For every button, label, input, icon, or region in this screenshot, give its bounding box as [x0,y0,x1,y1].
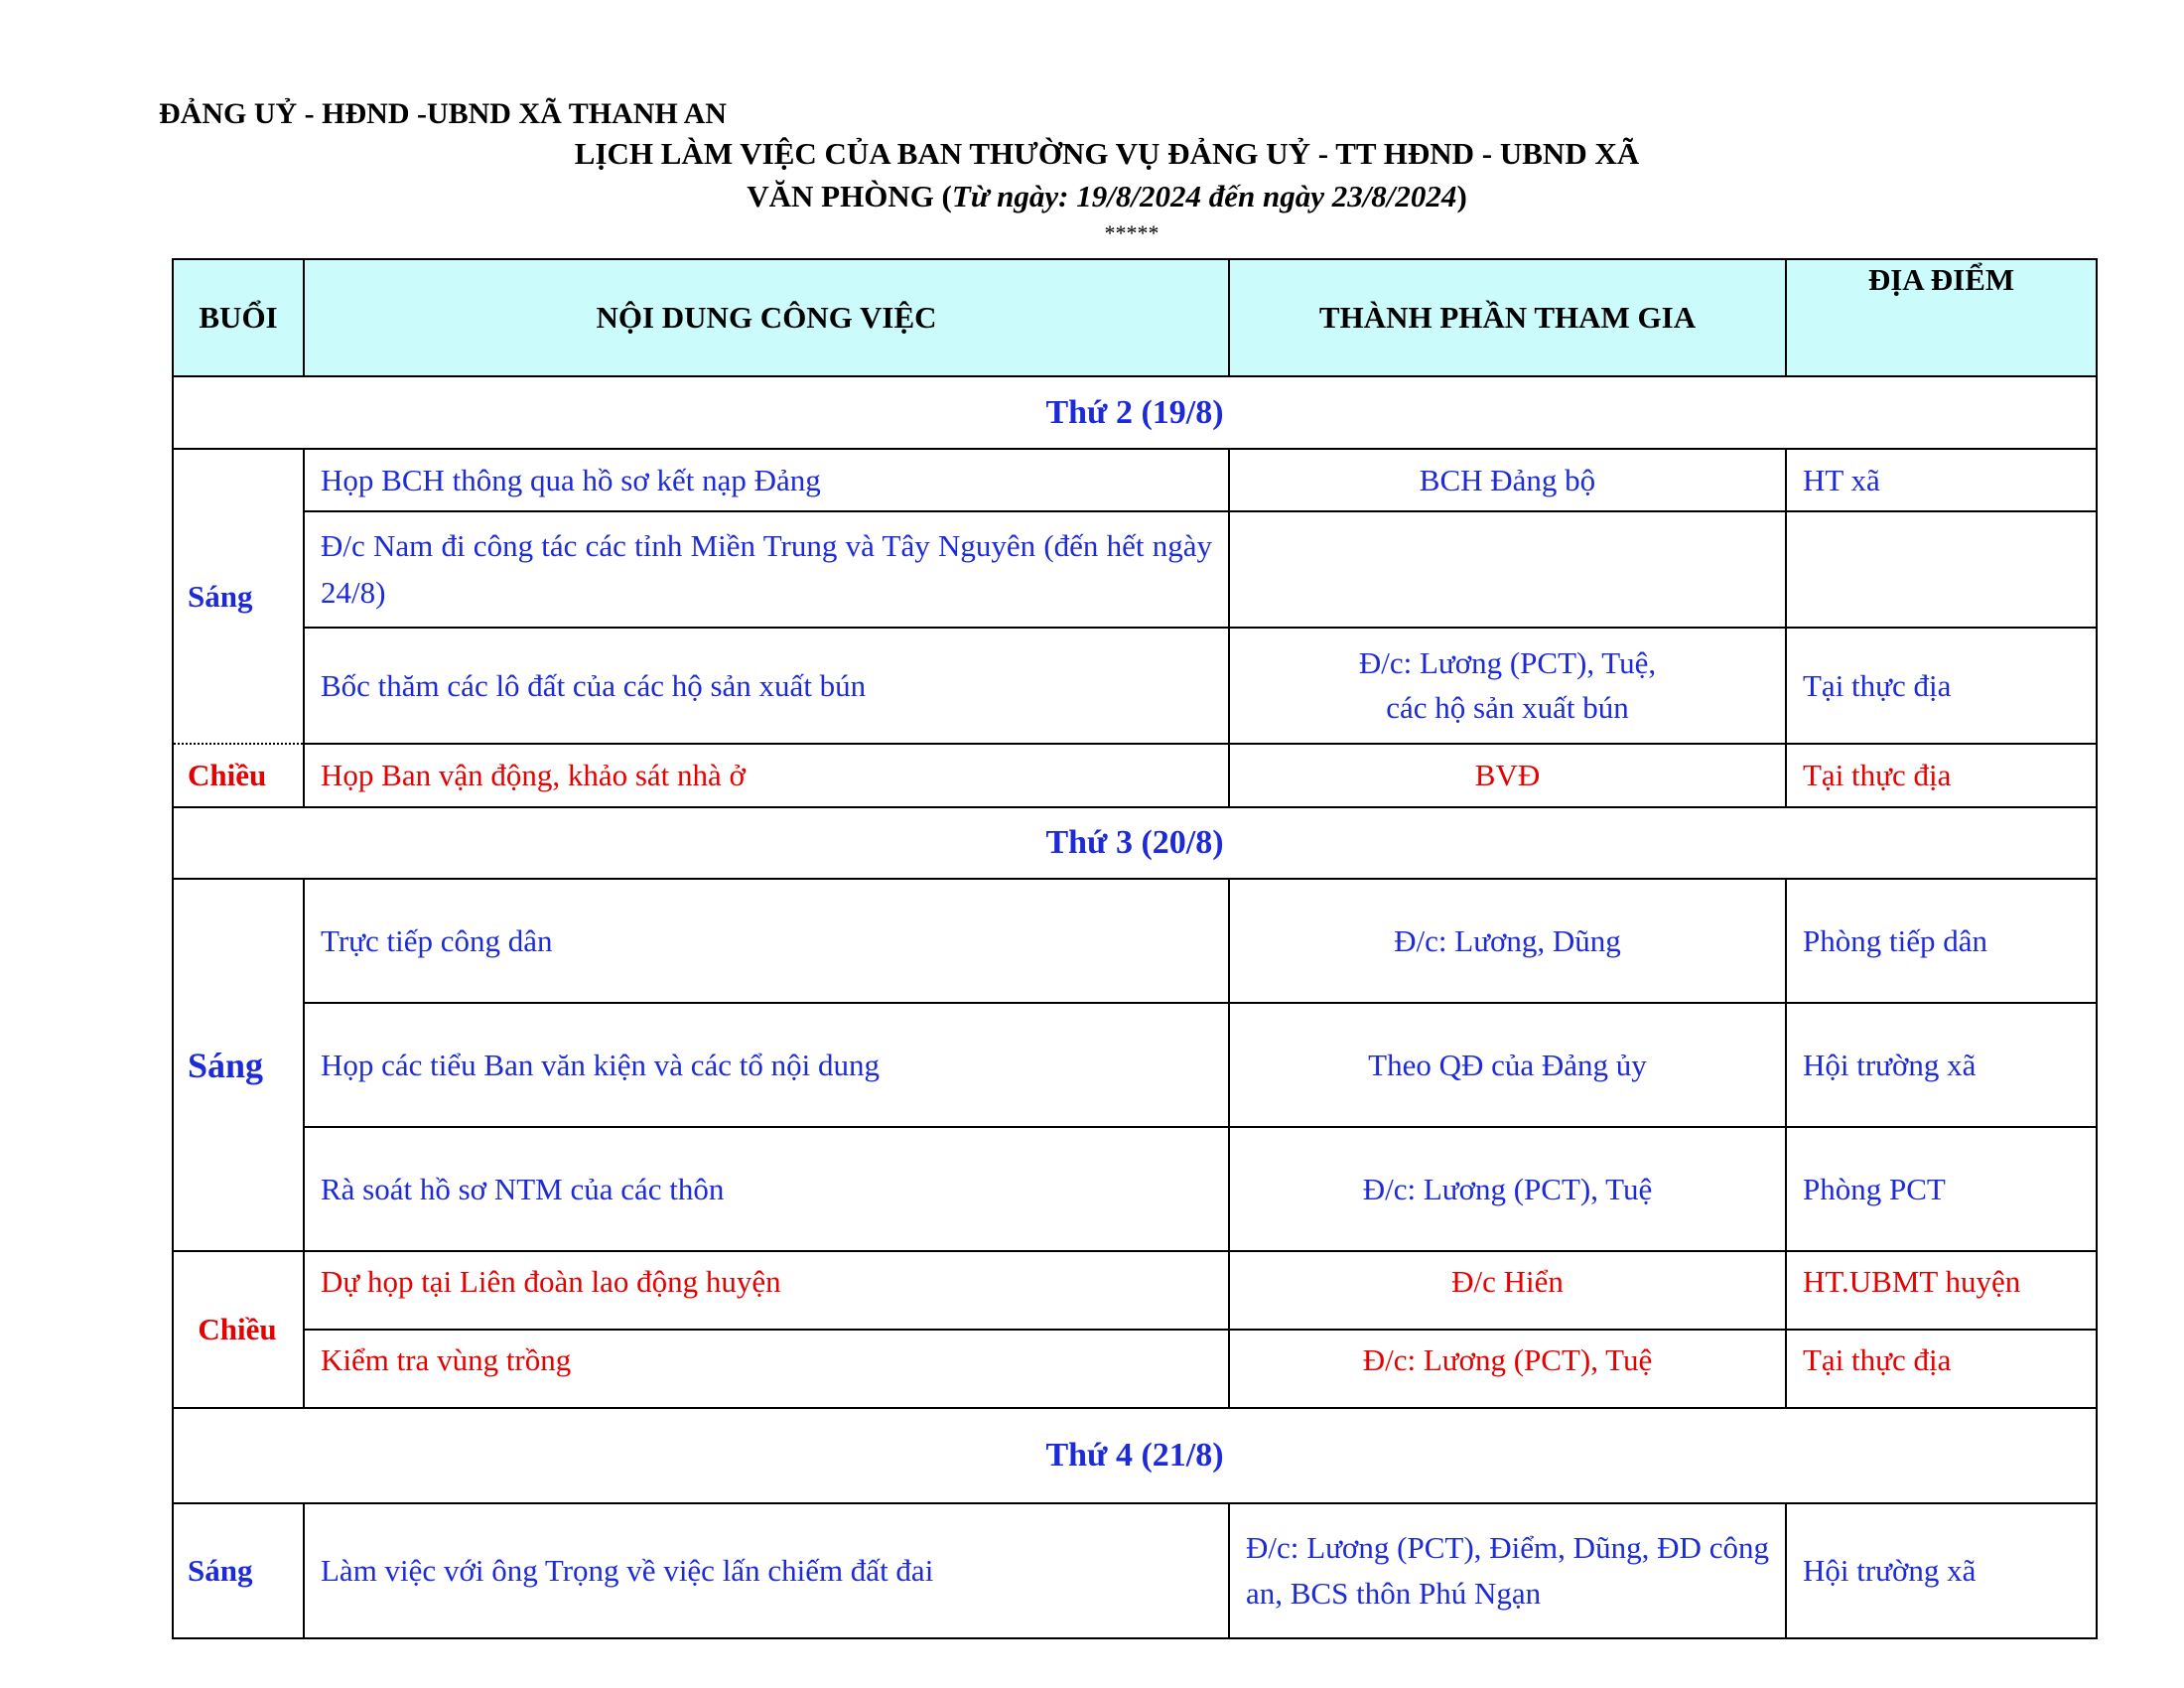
participants-cell: Đ/c: Lương (PCT), Điểm, Dũng, ĐD công an, BCS thôn Phú Ngạn [1229,1503,1786,1638]
day-label: Thứ 2 (19/8) [173,376,2097,449]
location-cell: Hội trường xã [1786,1003,2097,1127]
day-row [173,1408,2097,1503]
subtitle-suffix: ) [1456,179,1467,213]
content-cell: Làm việc với ông Trọng về việc lấn chiếm đất đai [304,1503,1229,1638]
participants-cell [1229,511,1786,628]
table-row [173,744,2097,807]
separator-stars: ***** [1104,220,1160,245]
day-label: Thứ 4 (21/8) [173,1408,2097,1503]
day-row [173,376,2097,449]
location-cell: HT xã [1786,449,2097,511]
table-row [173,1127,2097,1251]
session-cell: Sáng [173,1503,304,1638]
location-cell [1786,511,2097,628]
participants-cell: Đ/c: Lương (PCT), Tuệ [1229,1127,1786,1251]
participants-cell: Theo QĐ của Đảng ủy [1229,1003,1786,1127]
content-cell: Kiểm tra vùng trồng [304,1330,1229,1408]
session-cell: Chiều [173,1251,304,1408]
content-cell: Họp BCH thông qua hồ sơ kết nạp Đảng [304,449,1229,511]
table-row [173,1330,2097,1408]
location-cell: Tại thực địa [1786,628,2097,744]
location-cell: Tại thực địa [1786,1330,2097,1408]
location-cell: Phòng PCT [1786,1127,2097,1251]
col-content-header: NỘI DUNG CÔNG VIỆC [304,259,1229,376]
col-session-header: BUỔI [173,259,304,376]
schedule-title: LỊCH LÀM VIỆC CỦA BAN THƯỜNG VỤ ĐẢNG UỶ - TT HĐND - UBND XÃ [574,136,1640,171]
content-cell: Họp Ban vận động, khảo sát nhà ở [304,744,1229,807]
subtitle-prefix: VĂN PHÒNG ( [747,179,952,213]
participants-cell: Đ/c: Lương, Dũng [1229,879,1786,1003]
content-cell: Dự họp tại Liên đoàn lao động huyện [304,1251,1229,1330]
col-participants-header: THÀNH PHẦN THAM GIA [1229,259,1786,376]
participants-cell: Đ/c: Lương (PCT), Tuệ [1229,1330,1786,1408]
schedule-table [172,258,2098,1639]
col-location-header: ĐỊA ĐIỂM [1786,259,2097,376]
table-row [173,1003,2097,1127]
content-cell: Rà soát hồ sơ NTM của các thôn [304,1127,1229,1251]
schedule-subtitle [0,179,2184,214]
participants-cell: Đ/c Hiển [1229,1251,1786,1330]
participants-cell: BVĐ [1229,744,1786,807]
content-cell: Bốc thăm các lô đất của các hộ sản xuất bún [304,628,1229,744]
day-label: Thứ 3 (20/8) [173,807,2097,879]
day-row [173,807,2097,879]
date-range: Từ ngày: 19/8/2024 đến ngày 23/8/2024 [951,179,1457,213]
content-cell: Trực tiếp công dân [304,879,1229,1003]
header-row [173,259,2097,376]
participants-line: Đ/c: Lương (PCT), Tuệ, [1358,644,1657,680]
content-cell: Đ/c Nam đi công tác các tỉnh Miền Trung và Tây Nguyên (đến hết ngày 24/8) [304,511,1229,628]
table-row [173,1503,2097,1638]
location-cell: Hội trường xã [1786,1503,2097,1638]
table-row [173,628,2097,744]
session-cell: Chiều [173,744,304,807]
table-row [173,511,2097,628]
content-cell: Họp các tiểu Ban văn kiện và các tổ nội dung [304,1003,1229,1127]
participants-cell [1229,628,1786,744]
table-row [173,1251,2097,1330]
location-cell: Phòng tiếp dân [1786,879,2097,1003]
table-row [173,449,2097,511]
organization-header: ĐẢNG UỶ - HĐND -UBND XÃ THANH AN [159,97,727,130]
session-cell: Sáng [173,879,304,1251]
location-cell: Tại thực địa [1786,744,2097,807]
table-row [173,879,2097,1003]
session-cell: Sáng [173,449,304,744]
location-cell: HT.UBMT huyện [1786,1251,2097,1330]
participants-cell: BCH Đảng bộ [1229,449,1786,511]
participants-line: các hộ sản xuất bún [1386,689,1629,725]
